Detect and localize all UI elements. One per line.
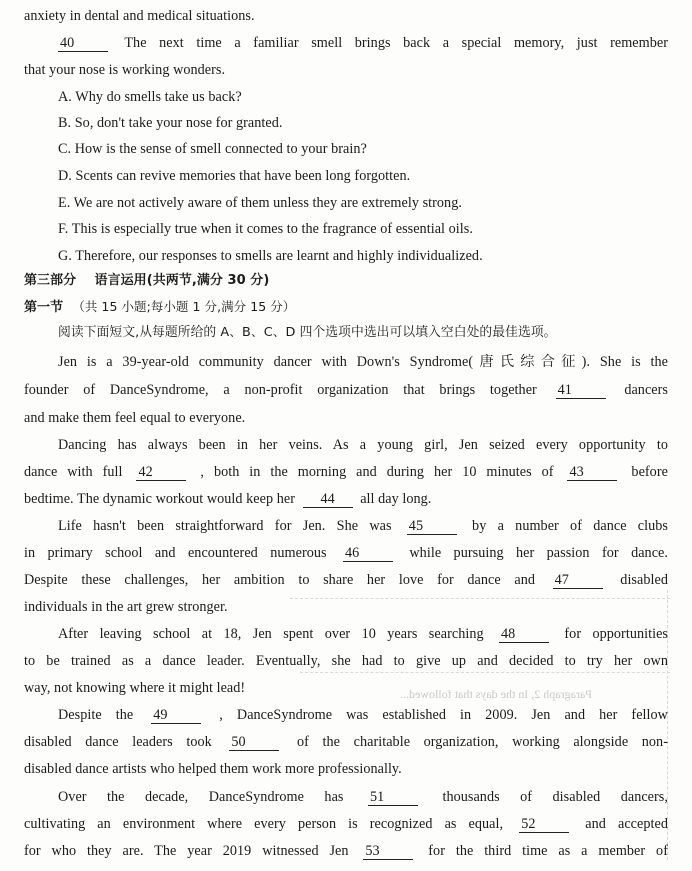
section1-subtitle: （共 15 小题;每小题 1 分,满分 15 分） <box>72 299 296 314</box>
cloze-line: in primary school and encountered numerous 46 while pursuing her passion for dance. <box>24 545 668 561</box>
part3-title: 第三部分 <box>24 273 77 288</box>
blank-41: 41 <box>556 383 606 399</box>
cloze-line: individuals in the art grew stronger. <box>24 599 228 615</box>
cloze-line: way, not knowing where it might lead! <box>24 680 246 696</box>
blank-53: 53 <box>363 844 413 860</box>
cloze-line: to be trained as a dance leader. Eventually, she had to give up and decided to try her own <box>24 653 668 669</box>
cloze-line: disabled dance leaders took 50 of the charitable organization, working alongside non- <box>24 734 668 750</box>
cloze-line: disabled dance artists who helped them work more professionally. <box>24 761 402 777</box>
blank-50: 50 <box>229 735 279 751</box>
section1-title: 第一节 <box>24 300 64 315</box>
blank-49: 49 <box>151 708 201 724</box>
blank-46: 46 <box>343 546 393 562</box>
option-e: E. We are not actively aware of them unless they are extremely strong. <box>58 195 462 211</box>
instructions: 阅读下面短文,从每题所给的 A、B、C、D 四个选项中选出可以填入空白处的最佳选项。 <box>58 325 557 340</box>
blank-44: 44 <box>303 492 353 508</box>
cloze-line: Despite the 49 , DanceSyndrome was established in 2009. Jen and her fellow <box>58 707 668 723</box>
cloze-line: founder of DanceSyndrome, a non-profit organization that brings together 41 dancers <box>24 382 668 398</box>
passage-line: that your nose is working wonders. <box>24 62 226 78</box>
cloze-line: cultivating an environment where every person is recognized as equal, 52 and accepted <box>24 816 668 832</box>
blank-42: 42 <box>136 465 186 481</box>
cloze-line: Despite these challenges, her ambition to share her love for dance and 47 disabled <box>24 572 668 588</box>
cloze-line: dance with full 42 , both in the morning and during her 10 minutes of 43 before <box>24 464 668 480</box>
scan-artifact-rule <box>300 672 670 673</box>
blank-51: 51 <box>368 790 418 806</box>
cloze-line: for who they are. The year 2019 witnessed Jen 53 for the third time as a member of <box>24 843 668 859</box>
option-g: G. Therefore, our responses to smells are learnt and highly individualized. <box>58 248 483 264</box>
option-c: C. How is the sense of smell connected to your brain? <box>58 141 367 157</box>
cloze-line: Dancing has always been in her veins. As a young girl, Jen seized every opportunity to <box>58 437 668 453</box>
option-b: B. So, don't take your nose for granted. <box>58 115 283 131</box>
question-40-line <box>58 33 668 53</box>
cloze-line: Life hasn't been straightforward for Jen. She was 45 by a number of dance clubs <box>58 518 668 534</box>
blank-52: 52 <box>519 817 569 833</box>
option-a: A. Why do smells take us back? <box>58 89 242 105</box>
section1-heading <box>24 297 668 318</box>
blank-47: 47 <box>553 573 603 589</box>
part3-heading <box>24 271 668 291</box>
option-f: F. This is especially true when it comes to the fragrance of essential oils. <box>58 221 473 237</box>
blank-43: 43 <box>567 465 617 481</box>
cloze-line: bedtime. The dynamic workout would keep her 44 all day long. <box>24 491 432 507</box>
blank-45: 45 <box>407 519 457 535</box>
question-40-text: The next time a familiar smell brings back a special memory, just remember <box>124 35 669 51</box>
cloze-line: Jen is a 39-year-old community dancer with Down's Syndrome(唐氏综合征). She is the <box>58 354 668 370</box>
bleed-through-text: Paragraph 2, In the days that followed... <box>400 687 592 701</box>
blank-48: 48 <box>499 627 549 643</box>
cloze-line: Over the decade, DanceSyndrome has 51 thousands of disabled dancers, <box>58 789 668 805</box>
passage-line: anxiety in dental and medical situations. <box>24 8 255 24</box>
cloze-line: After leaving school at 18, Jen spent over 10 years searching 48 for opportunities <box>58 626 669 642</box>
blank-40: 40 <box>58 36 108 52</box>
part3-subtitle: 语言运用(共两节,满分 30 分) <box>94 273 270 288</box>
option-d: D. Scents can revive memories that have been long forgotten. <box>58 168 411 184</box>
cloze-line: and make them feel equal to everyone. <box>24 410 246 426</box>
